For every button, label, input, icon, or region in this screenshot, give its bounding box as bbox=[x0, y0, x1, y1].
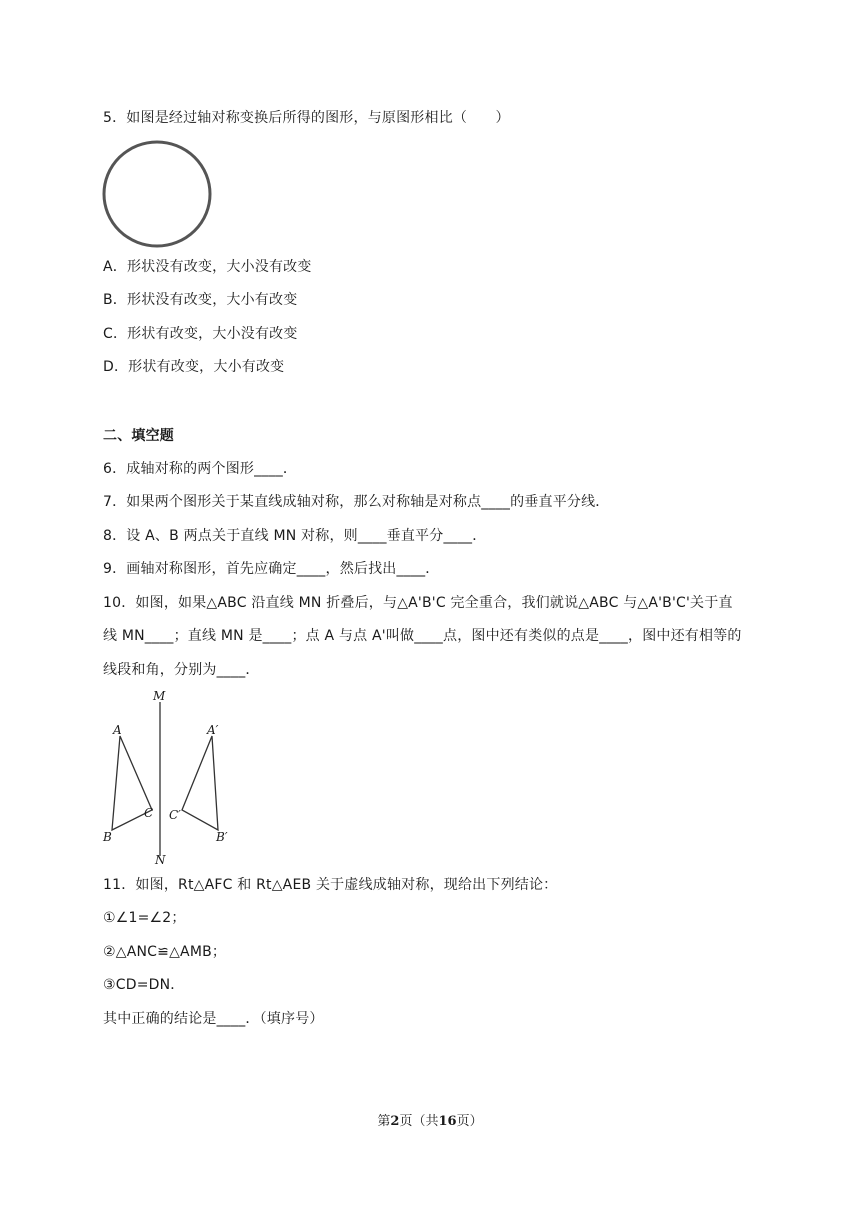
label-m: M bbox=[153, 689, 166, 703]
q5-stem: 5．如图是经过轴对称变换后所得的图形，与原图形相比（ ） bbox=[103, 110, 510, 126]
footer-page-number: 2 bbox=[390, 1114, 400, 1129]
footer-prefix: 第 bbox=[377, 1114, 391, 1129]
q5-option-d: D．形状有改变，大小有改变 bbox=[103, 359, 285, 375]
q5-option-a: A．形状没有改变，大小没有改变 bbox=[103, 259, 312, 275]
q10-line-1: 10．如图，如果△ABC 沿直线 MN 折叠后，与△A'B'C 完全重合，我们就说△ABC 与△A'B'C'关于直 bbox=[103, 595, 733, 611]
footer-suffix: 页） bbox=[456, 1114, 483, 1129]
circle-shape bbox=[104, 142, 210, 246]
q11-item-2: ②△ANC≌△AMB； bbox=[103, 944, 227, 960]
label-b: B bbox=[103, 830, 112, 844]
q10-line-2: 线 MN____；直线 MN 是____；点 A 与点 A'叫做____点，图中还有类似的点是____，图中还有相等的 bbox=[103, 628, 742, 644]
label-b-prime: B′ bbox=[216, 830, 228, 844]
q9-text: 9．画轴对称图形，首先应确定____，然后找出____． bbox=[103, 561, 440, 577]
q5-option-c: C．形状有改变，大小没有改变 bbox=[103, 326, 298, 342]
footer-middle: 页（共 bbox=[399, 1114, 439, 1129]
q11-answer: 其中正确的结论是____．（填序号） bbox=[103, 1011, 324, 1027]
label-c: C bbox=[144, 806, 154, 820]
q11-item-1: ①∠1=∠2； bbox=[103, 910, 186, 926]
triangle-a2b2c2 bbox=[182, 736, 218, 830]
footer-total-pages: 16 bbox=[438, 1114, 457, 1129]
q10-line-3: 线段和角，分别为____． bbox=[103, 662, 260, 678]
q11-item-3: ③CD=DN． bbox=[103, 977, 185, 993]
q6-text: 6．成轴对称的两个图形____． bbox=[103, 461, 298, 477]
q8-text: 8．设 A、B 两点关于直线 MN 对称，则____垂直平分____． bbox=[103, 528, 487, 544]
triangle-reflection-figure bbox=[96, 688, 256, 866]
label-n: N bbox=[155, 853, 166, 866]
circle-figure bbox=[100, 140, 218, 252]
label-c-prime: C′ bbox=[169, 808, 181, 822]
q5-option-b: B．形状没有改变，大小有改变 bbox=[103, 292, 298, 308]
q11-stem: 11．如图，Rt△AFC 和 Rt△AEB 关于虚线成轴对称，现给出下列结论： bbox=[103, 877, 558, 893]
q7-text: 7．如果两个图形关于某直线成轴对称，那么对称轴是对称点____的垂直平分线． bbox=[103, 494, 610, 510]
label-a: A bbox=[113, 723, 122, 737]
label-a-prime: A′ bbox=[207, 723, 219, 737]
page-footer bbox=[0, 1110, 860, 1129]
section-heading: 二、填空题 bbox=[103, 428, 174, 444]
